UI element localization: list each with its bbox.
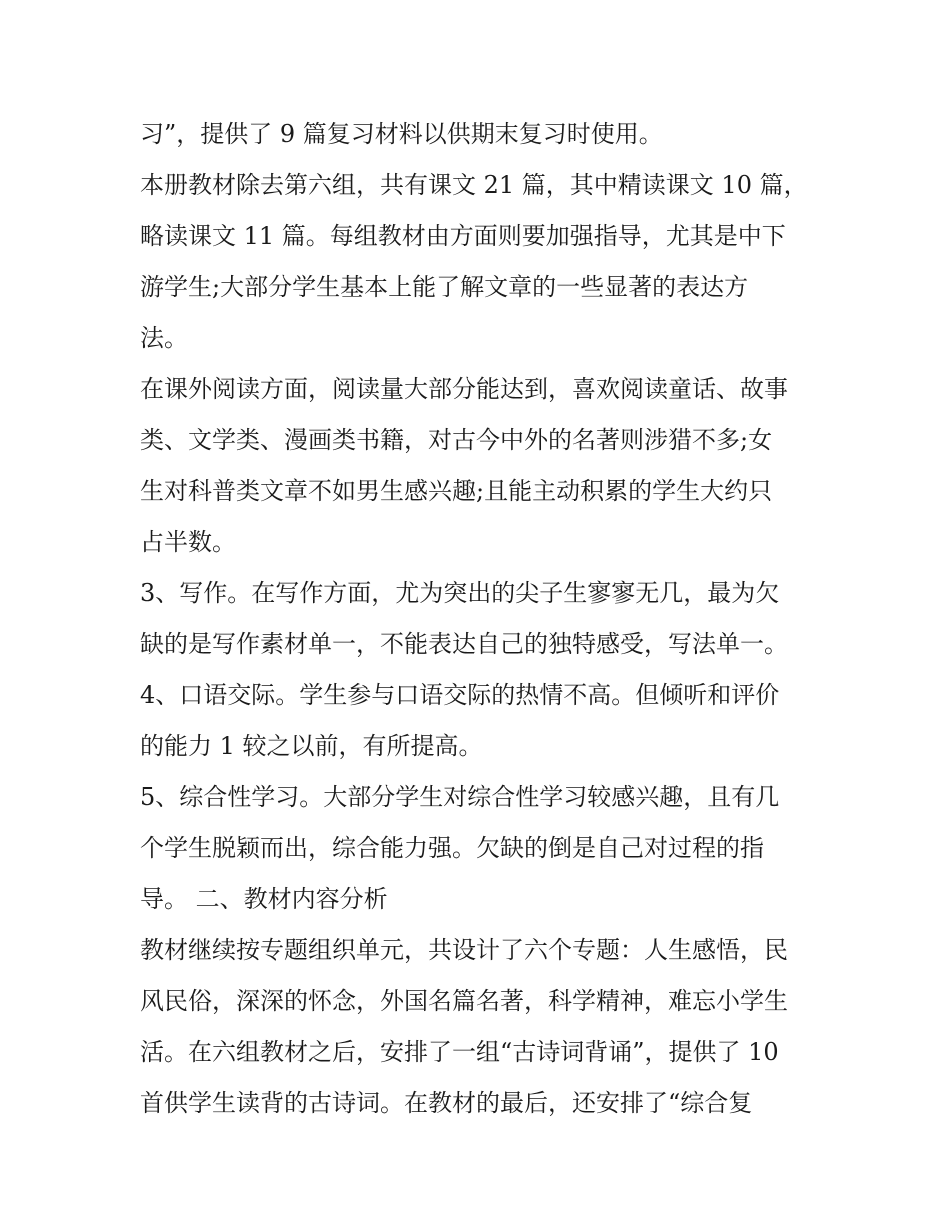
text-line: 3、写作。在写作方面，尤为突出的尖子生寥寥无几，最为欠: [140, 579, 780, 607]
text-line: 缺的是写作素材单一，不能表达自己的独特感受，写法单一。: [140, 630, 788, 658]
text-line: 法。: [140, 324, 188, 352]
text-line: 本册教材除去第六组，共有课文 21 篇，其中精读课文 10 篇，: [140, 171, 808, 199]
text-line: 游学生;大部分学生基本上能了解文章的一些显著的表达方: [140, 273, 749, 301]
text-line: 4、口语交际。学生参与口语交际的热情不高。但倾听和评价: [140, 681, 780, 709]
text-line: 教材继续按专题组织单元，共设计了六个专题：人生感悟，民: [140, 936, 788, 964]
text-line: 习”，提供了 9 篇复习材料以供期末复习时使用。: [140, 120, 663, 148]
text-line: 在课外阅读方面，阅读量大部分能达到，喜欢阅读童话、故事: [140, 375, 788, 403]
text-line: 类、文学类、漫画类书籍，对古今中外的名著则涉猎不多;女: [140, 426, 773, 454]
text-line: 活。在六组教材之后，安排了一组“古诗词背诵”，提供了 10: [140, 1038, 779, 1066]
text-line: 占半数。: [140, 528, 236, 556]
text-line: 生对科普类文章不如男生感兴趣;且能主动积累的学生大约只: [140, 477, 773, 505]
text-line: 风民俗，深深的怀念，外国名篇名著，科学精神，难忘小学生: [140, 987, 788, 1015]
text-line: 的能力 1 较之以前，有所提高。: [140, 732, 483, 760]
text-line: 导。 二、教材内容分析: [140, 885, 388, 913]
body-text: [140, 109, 820, 1129]
text-line: 个学生脱颖而出，综合能力强。欠缺的倒是自己对过程的指: [140, 834, 764, 862]
text-line: 略读课文 11 篇。每组教材由方面则要加强指导，尤其是中下: [140, 222, 786, 250]
text-line: 5、综合性学习。大部分学生对综合性学习较感兴趣，且有几: [140, 783, 780, 811]
text-line: 首供学生读背的古诗词。在教材的最后，还安排了“综合复: [140, 1089, 753, 1117]
